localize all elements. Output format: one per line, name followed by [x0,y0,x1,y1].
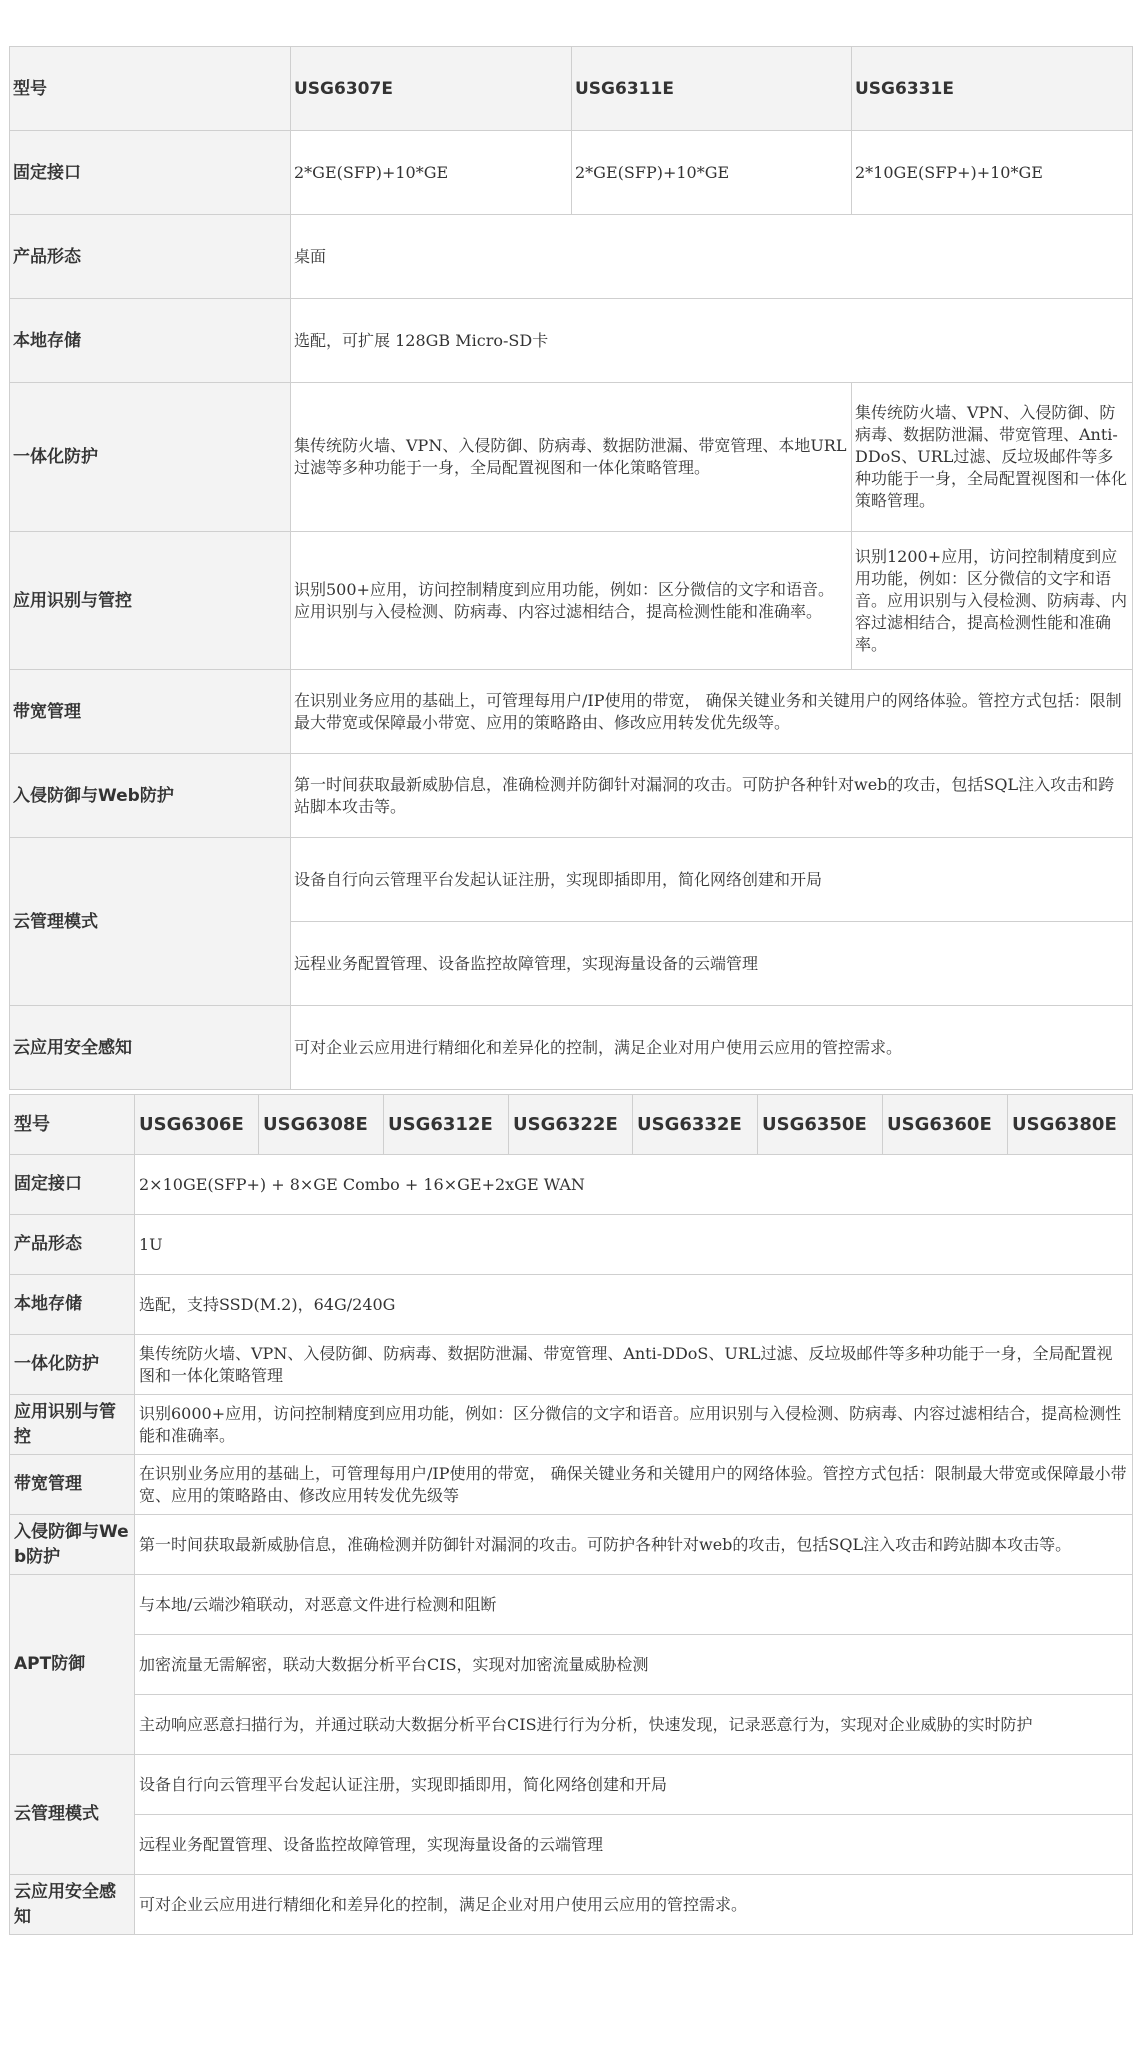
cell-value: 选配，支持SSD(M.2)，64G/240G [135,1275,1133,1335]
table-row [10,47,1133,131]
cell-value: 2*GE(SFP)+10*GE [291,131,572,215]
table-row [10,670,1133,754]
cell-value: 设备自行向云管理平台发起认证注册，实现即插即用，简化网络创建和开局 [291,838,1133,922]
model-header-label: 型号 [10,47,291,131]
table-row [10,1006,1133,1090]
table-row [10,1275,1133,1335]
row-label: APT防御 [10,1575,135,1755]
row-label: 本地存储 [10,299,291,383]
table-row [10,1335,1133,1395]
table-row [10,299,1133,383]
cell-value: 设备自行向云管理平台发起认证注册，实现即插即用，简化网络创建和开局 [135,1755,1133,1815]
model-name: USG6331E [852,47,1133,131]
table-row [10,1215,1133,1275]
cell-value: 在识别业务应用的基础上，可管理每用户/IP使用的带宽， 确保关键业务和关键用户的网络体验。管控方式包括：限制最大带宽或保障最小带宽、应用的策略路由、修改应用转发优先级等 [135,1455,1133,1515]
row-label: 固定接口 [10,1155,135,1215]
row-label: 一体化防护 [10,383,291,532]
model-name: USG6311E [572,47,852,131]
model-name: USG6380E [1008,1095,1133,1155]
row-label: 云应用安全感知 [10,1006,291,1090]
cell-value: 集传统防火墙、VPN、入侵防御、防病毒、数据防泄漏、带宽管理、Anti-DDoS、URL过滤、反垃圾邮件等多种功能于一身，全局配置视图和一体化策略管理。 [852,383,1133,532]
cell-value: 2*GE(SFP)+10*GE [572,131,852,215]
table-row [10,1575,1133,1635]
cell-value: 2×10GE(SFP+) + 8×GE Combo + 16×GE+2xGE WAN [135,1155,1133,1215]
cell-value: 可对企业云应用进行精细化和差异化的控制，满足企业对用户使用云应用的管控需求。 [135,1875,1133,1935]
table-row [10,754,1133,838]
table-row [10,1155,1133,1215]
cell-value: 桌面 [291,215,1133,299]
table-row [10,1395,1133,1455]
cell-value: 主动响应恶意扫描行为，并通过联动大数据分析平台CIS进行行为分析，快速发现，记录恶意行为，实现对企业威胁的实时防护 [135,1695,1133,1755]
row-label: 应用识别与管控 [10,532,291,670]
row-label: 应用识别与管控 [10,1395,135,1455]
table-row [10,215,1133,299]
table-row [10,131,1133,215]
cell-value: 第一时间获取最新威胁信息，准确检测并防御针对漏洞的攻击。可防护各种针对web的攻击，包括SQL注入攻击和跨站脚本攻击等。 [135,1515,1133,1575]
model-name: USG6322E [509,1095,633,1155]
cell-value: 集传统防火墙、VPN、入侵防御、防病毒、数据防泄漏、带宽管理、Anti-DDoS、URL过滤、反垃圾邮件等多种功能于一身，全局配置视图和一体化策略管理 [135,1335,1133,1395]
table-row [10,838,1133,922]
cell-value: 集传统防火墙、VPN、入侵防御、防病毒、数据防泄漏、带宽管理、本地URL过滤等多种功能于一身，全局配置视图和一体化策略管理。 [291,383,852,532]
table-row [10,532,1133,670]
row-label: 云管理模式 [10,1755,135,1875]
cell-value: 在识别业务应用的基础上，可管理每用户/IP使用的带宽， 确保关键业务和关键用户的网络体验。管控方式包括：限制最大带宽或保障最小带宽、应用的策略路由、修改应用转发优先级等。 [291,670,1133,754]
table-row [10,1515,1133,1575]
cell-value: 与本地/云端沙箱联动，对恶意文件进行检测和阻断 [135,1575,1133,1635]
cell-value: 远程业务配置管理、设备监控故障管理，实现海量设备的云端管理 [291,922,1133,1006]
row-label: 带宽管理 [10,670,291,754]
cell-value: 加密流量无需解密，联动大数据分析平台CIS，实现对加密流量威胁检测 [135,1635,1133,1695]
model-name: USG6307E [291,47,572,131]
row-label: 产品形态 [10,1215,135,1275]
row-label: 产品形态 [10,215,291,299]
table-row [10,383,1133,532]
row-label: 本地存储 [10,1275,135,1335]
cell-value: 可对企业云应用进行精细化和差异化的控制，满足企业对用户使用云应用的管控需求。 [291,1006,1133,1090]
spec-table-desktop [9,46,1133,1090]
cell-value: 2*10GE(SFP+)+10*GE [852,131,1133,215]
table-row [10,1815,1133,1875]
row-label: 云应用安全感知 [10,1875,135,1935]
row-label: 入侵防御与Web防护 [10,754,291,838]
model-name: USG6350E [758,1095,883,1155]
cell-value: 识别500+应用，访问控制精度到应用功能，例如：区分微信的文字和语音。应用识别与入侵检测、防病毒、内容过滤相结合，提高检测性能和准确率。 [291,532,852,670]
row-label: 入侵防御与Web防护 [10,1515,135,1575]
table-row [10,1095,1133,1155]
model-header-label: 型号 [10,1095,135,1155]
table-row [10,1695,1133,1755]
row-label: 固定接口 [10,131,291,215]
cell-value: 选配，可扩展 128GB Micro-SD卡 [291,299,1133,383]
cell-value: 远程业务配置管理、设备监控故障管理，实现海量设备的云端管理 [135,1815,1133,1875]
table-row [10,1455,1133,1515]
model-name: USG6306E [135,1095,259,1155]
model-name: USG6360E [883,1095,1008,1155]
table-row [10,1635,1133,1695]
row-label: 带宽管理 [10,1455,135,1515]
spec-table-rack [9,1094,1133,1935]
row-label: 云管理模式 [10,838,291,1006]
model-name: USG6308E [259,1095,384,1155]
model-name: USG6332E [633,1095,758,1155]
table-row [10,1755,1133,1815]
cell-value: 识别6000+应用，访问控制精度到应用功能，例如：区分微信的文字和语音。应用识别与入侵检测、防病毒、内容过滤相结合，提高检测性能和准确率。 [135,1395,1133,1455]
model-name: USG6312E [384,1095,509,1155]
cell-value: 识别1200+应用，访问控制精度到应用功能，例如：区分微信的文字和语音。应用识别与入侵检测、防病毒、内容过滤相结合，提高检测性能和准确率。 [852,532,1133,670]
row-label: 一体化防护 [10,1335,135,1395]
cell-value: 第一时间获取最新威胁信息，准确检测并防御针对漏洞的攻击。可防护各种针对web的攻击，包括SQL注入攻击和跨站脚本攻击等。 [291,754,1133,838]
table-row [10,1875,1133,1935]
cell-value: 1U [135,1215,1133,1275]
